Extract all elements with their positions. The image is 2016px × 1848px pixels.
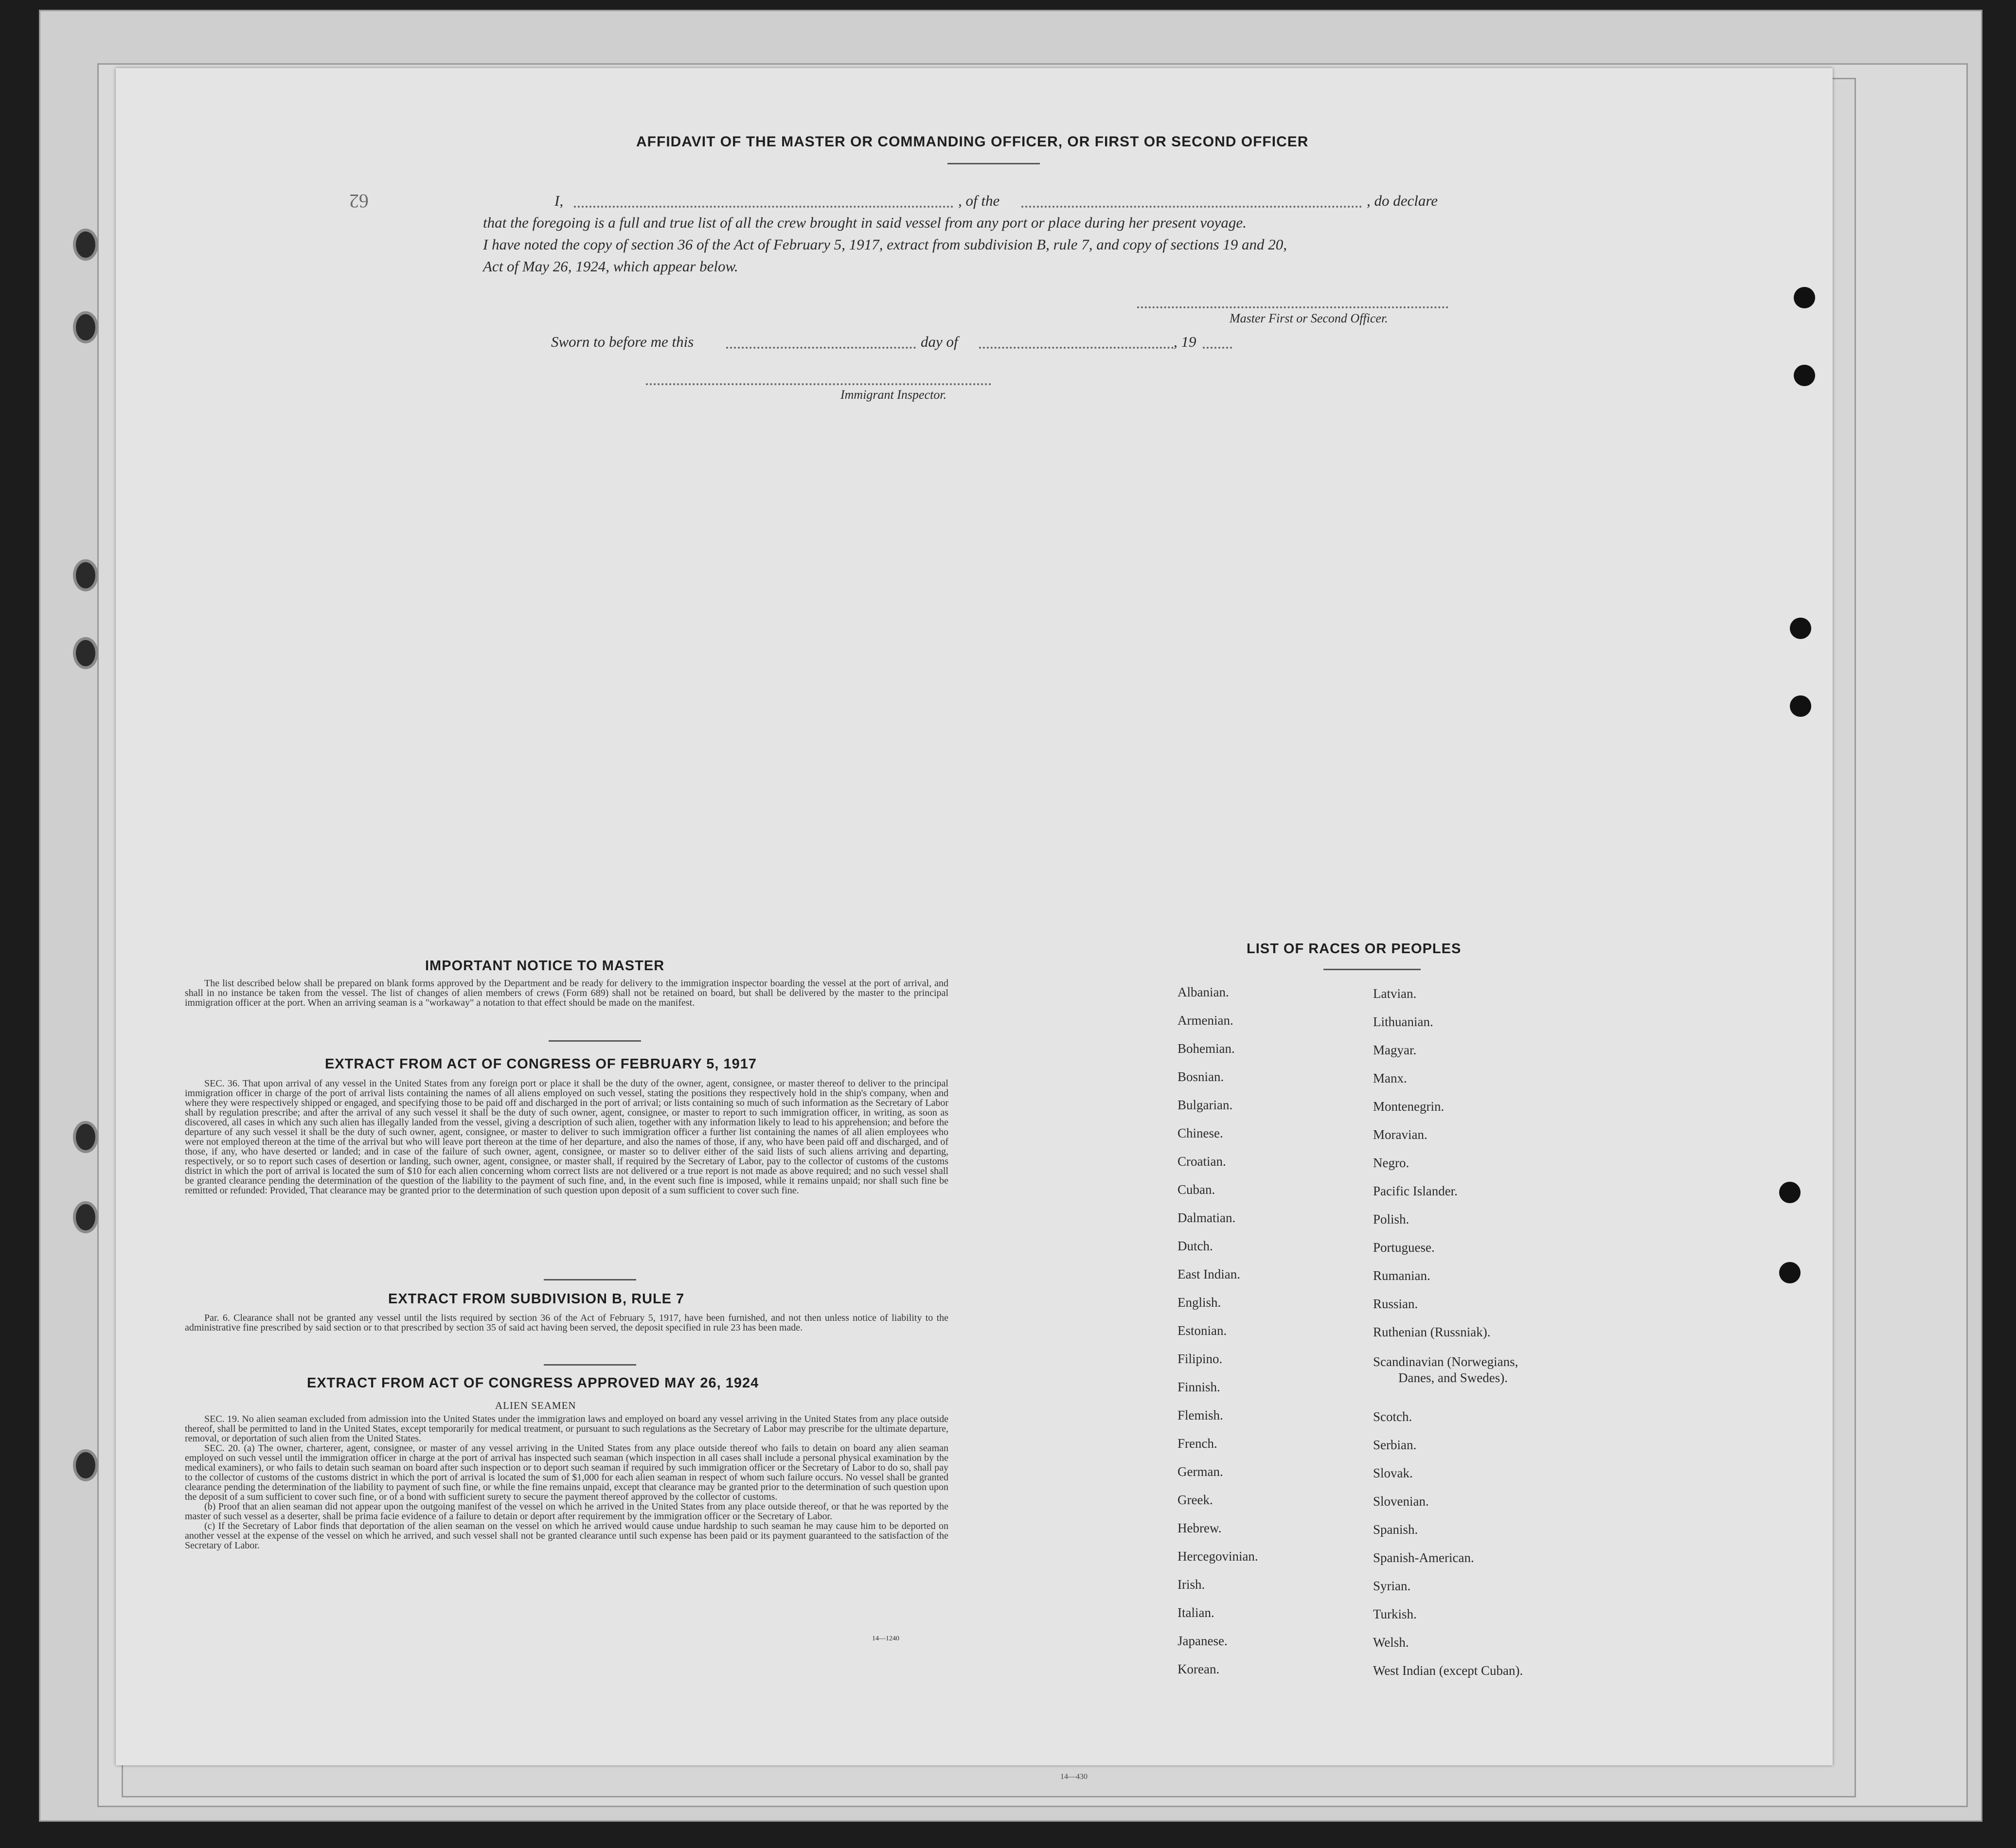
declaration-line-4: Act of May 26, 1924, which appear below.	[483, 258, 738, 275]
notice-heading: IMPORTANT NOTICE TO MASTER	[425, 958, 665, 974]
race-item: Polish.	[1373, 1212, 1409, 1226]
race-item: Pacific Islander.	[1373, 1184, 1458, 1198]
race-item: Cuban.	[1177, 1182, 1215, 1197]
day-of-label: day of	[921, 333, 958, 350]
binder-ring-icon	[73, 229, 98, 261]
race-item: Negro.	[1373, 1155, 1409, 1170]
race-item: Montenegrin.	[1373, 1099, 1445, 1114]
declaration-line-3: I have noted the copy of section 36 of the Act of February 5, 1917, extract from subdivision B, rule 7, and copy of sections 19 and 20,	[483, 236, 1287, 253]
extract-1917-heading: EXTRACT FROM ACT OF CONGRESS OF FEBRUARY 5, 1917	[325, 1056, 757, 1072]
race-item: Portuguese.	[1373, 1240, 1435, 1255]
race-item: Manx.	[1373, 1071, 1407, 1085]
race-item: Spanish-American.	[1373, 1550, 1474, 1565]
sec-20b-paragraph: (b) Proof that an alien seaman did not appear upon the outgoing manifest of the vessel on which he arrived in the United States from any place outside thereof, or that he was reported by the master of such vessel as a deserter, shall be prima facie evidence of a failure to detain or deport after requirement by the immigration officer or the Secretary of Labor.	[185, 1501, 948, 1522]
race-item: Albanian.	[1177, 985, 1229, 999]
sec-20a-paragraph: SEC. 20. (a) The owner, charterer, agent, consignee, or master of any vessel arriving in the United States from any place outside thereof who fails to detain on board any alien seaman employed on such vessel until the immigration officer in charge at the port of arrival has inspected such seaman (which inspection in all cases shall include a personal physical examination by the medical examiners), or who fails to detain such seaman on board after such inspection or to deport such seaman if required by such immigration officer or the Secretary of Labor to do so, shall pay to the collector of customs of the customs district in which the port of arrival is located the sum of $1,000 for each alien seaman in respect of whom such failure occurs. No vessel shall be granted clearance pending the determination of the liability to payment of such fine, or while the fine remains unpaid, except that clearance may be granted prior to the determination of such question upon the deposit of a sum sufficient to cover such fine, or of a bond with sufficient surety to secure the payment thereof approved by the collector of customs.	[185, 1443, 948, 1502]
race-item: Magyar.	[1373, 1043, 1417, 1057]
signature-blank	[1137, 306, 1448, 308]
bottom-form-number: 14—430	[1060, 1773, 1088, 1781]
race-item: Irish.	[1177, 1577, 1205, 1592]
declaration-line-1	[554, 192, 1547, 212]
extract-1924-heading: EXTRACT FROM ACT OF CONGRESS APPROVED MAY 26, 1924	[307, 1375, 759, 1391]
punch-hole-icon	[1790, 618, 1811, 639]
race-item: Russian.	[1373, 1297, 1418, 1311]
race-item: Finnish.	[1177, 1380, 1220, 1394]
day-blank	[726, 347, 916, 349]
notice-body: The list described below shall be prepared on blank forms approved by the Department and be ready for delivery to the immigration inspector boarding the vessel at the port of arrival, and shall in no instance be taken from the vessel. The list of changes of alien members of crews (Form 689) shall not be retained on board, but shall be delivered by the master to the principal immigration officer at the port. When an arriving seaman is a "workaway" a notation to that effect should be made on the manifest.	[185, 978, 948, 1008]
race-item: Hercegovinian.	[1177, 1549, 1258, 1564]
handwritten-number: 62	[349, 190, 369, 212]
race-item: Japanese.	[1177, 1634, 1228, 1648]
race-item: Greek.	[1177, 1493, 1213, 1507]
race-item: Turkish.	[1373, 1607, 1417, 1621]
race-item: Dutch.	[1177, 1239, 1213, 1253]
race-item: Serbian.	[1373, 1438, 1417, 1452]
punch-hole-icon	[1779, 1182, 1801, 1203]
race-item: Moravian.	[1373, 1127, 1427, 1142]
affidavit-heading: AFFIDAVIT OF THE MASTER OR COMMANDING OFFICER, OR FIRST OR SECOND OFFICER	[636, 134, 1309, 150]
race-item: Ruthenian (Russniak).	[1373, 1325, 1491, 1339]
race-item: German.	[1177, 1464, 1223, 1479]
race-item: Scotch.	[1373, 1409, 1412, 1424]
race-item: Lithuanian.	[1373, 1014, 1433, 1029]
master-signature-label: Master First or Second Officer.	[1230, 311, 1388, 325]
form-number: 14—1240	[872, 1635, 899, 1642]
year-blank	[1203, 347, 1232, 349]
vessel-blank	[1021, 206, 1362, 208]
extract-1917-body: SEC. 36. That upon arrival of any vessel in the United States from any foreign port or place it shall be the duty of the owner, agent, consignee, or master thereof to deliver to the principal immigration officer in charge of the port of arrival lists containing the names of all aliens employed on such vessel, stating the positions they respectively hold in the ship's company, when and where they were respectively shipped or engaged, and specifying those to be paid off and discharged in the port of arrival; or lists containing so much of such information as the Secretary of Labor shall by regulation prescribe; and after the arrival of any such vessel it shall be the duty of such owner, agent, consignee, or master to report to such immigration officer, in writing, as soon as discovered, all cases in which any such alien has illegally landed from the vessel, giving a description of such alien, together with any information likely to lead to his apprehension; and before the departure of any such vessel it shall be the duty of such owner, agent, consignee, or master to deliver to such immigration officer a further list containing the names of all alien employees who were not employed thereon at the time of the arrival but who will leave port thereon at the time of her departure, and also the names of those, if any, who have been paid off and discharged, and of those, if any, who have deserted or landed; and in case of the failure of such owner, agent, consignee, or master so to deliver either of the said lists of such aliens arriving and departing, respectively, or so to report such cases of desertion or landing, such owner, agent, consignee, or master shall, if required by the Secretary of Labor, pay to the collector of customs of the customs district in which the port of arrival is located the sum of $10 for each alien concerning whom correct lists are not delivered or a true report is not made as above required; and no such vessel shall be granted clearance pending the determination of the question of the liability to the payment of such fine, and, in the event such fine is imposed, while it remains unpaid; nor shall such fine be remitted or refunded: Provided, That clearance may be granted prior to the determination of such question upon deposit of a sum sufficient to cover such fine.	[185, 1078, 948, 1196]
divider	[544, 1364, 636, 1366]
race-item: Chinese.	[1177, 1126, 1223, 1140]
rule7-heading: EXTRACT FROM SUBDIVISION B, RULE 7	[388, 1291, 685, 1307]
race-item: Bohemian.	[1177, 1041, 1235, 1056]
sworn-line	[551, 333, 1378, 353]
declaration-line-2: that the foregoing is a full and true list of all the crew brought in said vessel from any port or place during her present voyage.	[483, 214, 1247, 231]
sworn-label: Sworn to before me this	[551, 333, 694, 350]
race-item: Hebrew.	[1177, 1521, 1222, 1535]
punch-hole-icon	[1779, 1262, 1801, 1283]
race-item: Armenian.	[1177, 1013, 1233, 1028]
race-item: East Indian.	[1177, 1267, 1240, 1281]
races-heading: LIST OF RACES OR PEOPLES	[1247, 941, 1462, 957]
divider	[947, 163, 1040, 164]
race-item: Bulgarian.	[1177, 1098, 1233, 1112]
race-item: Welsh.	[1373, 1635, 1409, 1650]
race-item: Italian.	[1177, 1605, 1214, 1620]
extract-1924-body	[185, 1414, 948, 1550]
punch-hole-icon	[1794, 287, 1815, 308]
punch-hole-icon	[1790, 695, 1811, 717]
divider	[544, 1279, 636, 1280]
binder-ring-icon	[73, 637, 98, 669]
sec-20c-paragraph: (c) If the Secretary of Labor finds that deportation of the alien seaman on the vessel on which he arrived would cause undue hardship to such seaman he may cause him to be deported on another vessel at the expense of the vessel on which he arrived, and such vessel shall not be granted clearance until such expense has been paid or its payment guaranteed to the satisfaction of the Secretary of Labor.	[185, 1521, 948, 1551]
race-item: West Indian (except Cuban).	[1373, 1663, 1523, 1678]
divider	[549, 1040, 641, 1042]
race-item: English.	[1177, 1295, 1221, 1310]
binder-ring-icon	[73, 559, 98, 591]
binder-ring-icon	[73, 1121, 98, 1153]
race-item: Dalmatian.	[1177, 1210, 1236, 1225]
of-the-label: , of the	[958, 192, 1000, 209]
month-blank	[979, 347, 1174, 349]
race-item: Estonian.	[1177, 1323, 1227, 1338]
race-item: Bosnian.	[1177, 1069, 1224, 1084]
race-item: Slovak.	[1373, 1466, 1413, 1480]
rule7-body: Par. 6. Clearance shall not be granted any vessel until the lists required by section 36 of the Act of February 5, 1917, have been furnished, and not then unless notice of liability to the administrative fine prescribed by said section or to that prescribed by section 35 of said act having been served, the deposit specified in rule 23 has been made.	[185, 1313, 948, 1333]
binder-ring-icon	[73, 1201, 98, 1233]
race-item: Danes, and Swedes).	[1398, 1370, 1508, 1385]
sec-19-paragraph: SEC. 19. No alien seaman excluded from admission into the United States under the immigration laws and employed on board any vessel arriving in the United States from any place outside thereof, shall be permitted to land in the United States, except temporarily for medical treatment, or pursuant to such regulations as the Secretary of Labor may prescribe for the ultimate departure, removal, or deportation of such alien from the United States.	[185, 1414, 948, 1444]
manifest-page	[116, 68, 1833, 1765]
race-item: Spanish.	[1373, 1522, 1418, 1537]
race-item: Croatian.	[1177, 1154, 1226, 1169]
race-item: Syrian.	[1373, 1579, 1411, 1593]
year-label: , 19	[1174, 333, 1196, 350]
binder-ring-icon	[73, 1449, 98, 1481]
race-item: Rumanian.	[1373, 1268, 1430, 1283]
name-blank	[574, 206, 953, 208]
race-item: French.	[1177, 1436, 1217, 1451]
race-item: Slovenian.	[1373, 1494, 1429, 1509]
alien-seamen-subheading: ALIEN SEAMEN	[495, 1400, 576, 1411]
race-item: Filipino.	[1177, 1351, 1223, 1366]
race-item: Flemish.	[1177, 1408, 1223, 1422]
binder-ring-icon	[73, 311, 98, 343]
race-item: Korean.	[1177, 1662, 1220, 1676]
inspector-signature-label: Immigrant Inspector.	[840, 388, 947, 402]
divider	[1323, 969, 1421, 970]
race-item: Latvian.	[1373, 986, 1417, 1001]
punch-hole-icon	[1794, 365, 1815, 386]
race-item: Scandinavian (Norwegians,	[1373, 1354, 1518, 1369]
do-declare-label: , do declare	[1367, 192, 1438, 209]
i-label: I,	[554, 192, 564, 209]
inspector-signature-blank	[646, 383, 991, 385]
